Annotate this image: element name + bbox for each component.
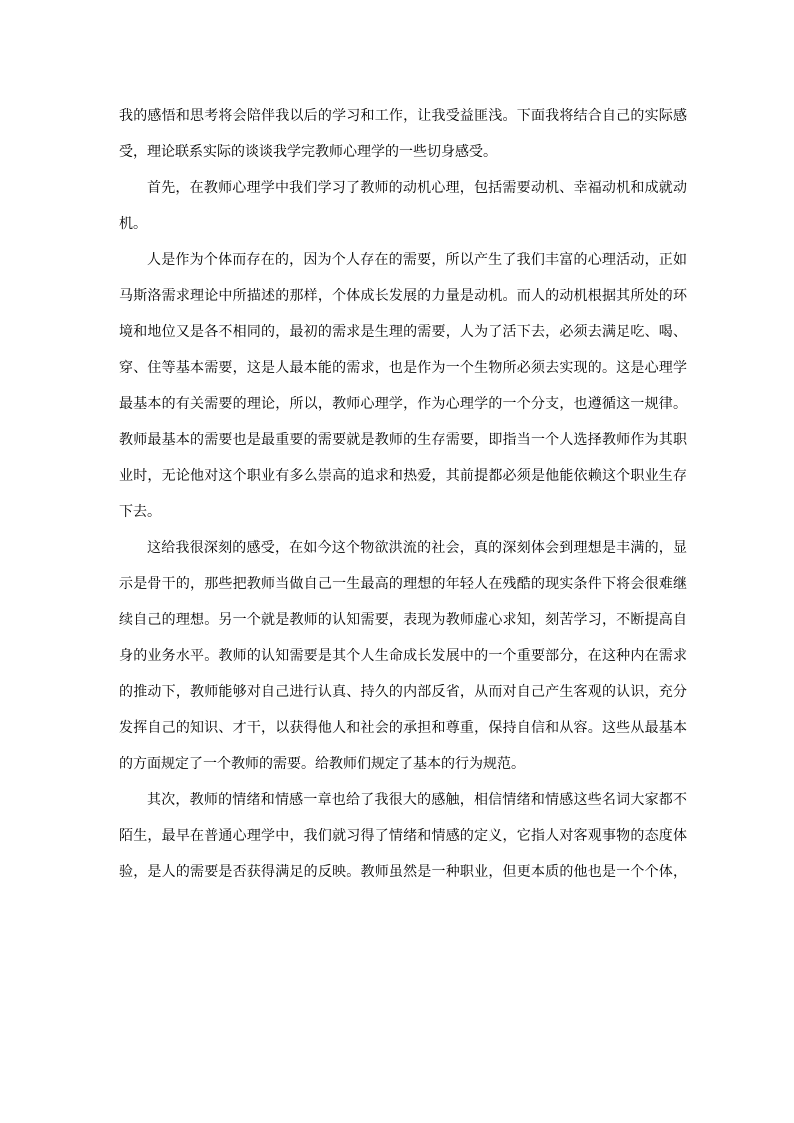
text-line: 人是作为个体而存在的，因为个人存在的需要，所以产生了我们丰富的心理活动，正如 bbox=[147, 252, 687, 268]
text-line: 教师最基本的需要也是最重要的需要就是教师的生存需要，即指当一个人选择教师作为其职 bbox=[119, 432, 687, 448]
text-line: 示是骨干的，那些把教师当做自己一生最高的理想的年轻人在残酷的现实条件下将会很难继 bbox=[119, 576, 687, 592]
text-line: 机。 bbox=[119, 216, 147, 232]
text-line: 陌生，最早在普通心理学中，我们就习得了情绪和情感的定义，它指人对客观事物的态度体 bbox=[119, 828, 687, 844]
text-line: 业时，无论他对这个职业有多么崇高的追求和热爱，其前提都必须是他能依赖这个职业生存 bbox=[119, 468, 687, 484]
paragraph bbox=[119, 536, 687, 776]
text-line: 穿、住等基本需要，这是人最本能的需求，也是作为一个生物所必须去实现的。这是心理学 bbox=[119, 360, 687, 376]
text-line: 我的感悟和思考将会陪伴我以后的学习和工作，让我受益匪浅。下面我将结合自己的实际感 bbox=[119, 108, 687, 124]
text-line: 续自己的理想。另一个就是教师的认知需要，表现为教师虚心求知，刻苦学习，不断提高自 bbox=[119, 612, 687, 628]
text-line: 最基本的有关需要的理论，所以，教师心理学，作为心理学的一个分支，也遵循这一规律。 bbox=[119, 396, 687, 412]
paragraph bbox=[119, 248, 687, 524]
text-line: 的方面规定了一个教师的需要。给教师们规定了基本的行为规范。 bbox=[119, 756, 525, 772]
text-line: 这给我很深刻的感受，在如今这个物欲洪流的社会，真的深刻体会到理想是丰满的，显 bbox=[147, 540, 687, 556]
text-line: 马斯洛需求理论中所描述的那样，个体成长发展的力量是动机。而人的动机根据其所处的环 bbox=[119, 288, 687, 304]
text-line: 其次，教师的情绪和情感一章也给了我很大的感触，相信情绪和情感这些名词大家都不 bbox=[147, 792, 687, 808]
text-line: 的推动下，教师能够对自己进行认真、持久的内部反省，从而对自己产生客观的认识，充分 bbox=[119, 684, 687, 700]
paragraph bbox=[119, 176, 687, 236]
text-line: 境和地位又是各不相同的，最初的需求是生理的需要，人为了活下去，必须去满足吃、喝、 bbox=[119, 324, 687, 340]
text-line: 身的业务水平。教师的认知需要是其个人生命成长发展中的一个重要部分，在这种内在需求 bbox=[119, 648, 687, 664]
document-page bbox=[119, 104, 687, 896]
text-line: 发挥自己的知识、才干，以获得他人和社会的承担和尊重，保持自信和从容。这些从最基本 bbox=[119, 720, 687, 736]
text-line: 验，是人的需要是否获得满足的反映。教师虽然是一种职业，但更本质的他也是一个个体， bbox=[119, 864, 687, 880]
text-line: 下去。 bbox=[119, 504, 161, 520]
text-line: 首先，在教师心理学中我们学习了教师的动机心理，包括需要动机、幸福动机和成就动 bbox=[147, 180, 687, 196]
text-line: 受，理论联系实际的谈谈我学完教师心理学的一些切身感受。 bbox=[119, 144, 497, 160]
paragraph bbox=[119, 788, 687, 884]
paragraph bbox=[119, 104, 687, 164]
